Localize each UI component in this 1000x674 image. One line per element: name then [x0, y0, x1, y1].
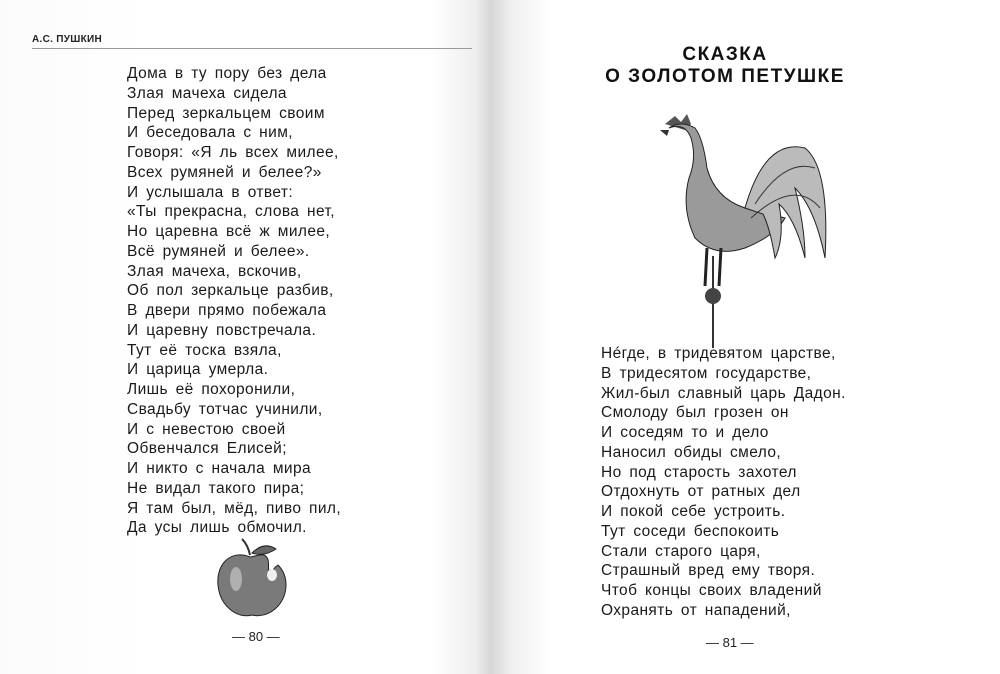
verse-line: Перед зеркальцем своим [127, 104, 325, 122]
verse-line: И царица умерла. [127, 361, 269, 379]
story-title: СКАЗКА [682, 44, 768, 65]
verse-line: Да усы лишь обмочил. [127, 519, 307, 537]
verse-line: Смолоду был грозен он [601, 404, 789, 422]
verse-line: И соседям то и дело [601, 424, 769, 441]
verse-line: И царевну повстречала. [127, 321, 317, 339]
verse-line: Обвенчался Елисей; [127, 440, 287, 458]
right-page [490, 0, 1000, 674]
rooster-illustration [655, 108, 835, 348]
verse-line: Но царевна всё ж милее, [127, 223, 331, 240]
page-number-left: — 80 — [232, 629, 280, 644]
verse-line: «Ты прекрасна, слова нет, [127, 203, 335, 221]
verse-line: В двери прямо побежала [127, 302, 327, 319]
verse-line: Отдохнуть от ратных дел [601, 483, 801, 501]
verse-line: Свадьбу тотчас учинили, [127, 400, 323, 418]
verse-line: В тридесятом государстве, [601, 364, 812, 382]
verse-line: Дома в ту пору без дела [127, 65, 327, 82]
verse-line: Нéгде, в тридевятом царстве, [601, 345, 836, 362]
verse-line: Не видал такого пира; [127, 479, 305, 497]
running-head: А.С. ПУШКИН [32, 34, 103, 45]
verse-line: Злая мачеха, вскочив, [127, 262, 302, 280]
poem-text-right [601, 344, 846, 621]
story-subtitle: О ЗОЛОТОМ ПЕТУШКЕ [605, 66, 845, 87]
verse-line: И покой себе устроить. [601, 503, 786, 520]
verse-line: Об пол зеркальце разбив, [127, 282, 334, 300]
verse-line: И с невестою своей [127, 420, 286, 438]
verse-line: Наносил обиды смело, [601, 443, 782, 461]
header-rule [32, 48, 472, 49]
verse-line: Всё румяней и белее». [127, 242, 310, 260]
verse-line: И беседовала с ним, [127, 124, 293, 142]
verse-line: Страшный вред ему творя. [601, 562, 816, 580]
verse-line: Чтоб концы своих владений [601, 582, 822, 599]
verse-line: И никто с начала мира [127, 460, 311, 477]
verse-line: Тут её тоска взяла, [127, 341, 282, 359]
verse-line: Лишь её похоронили, [127, 381, 296, 398]
verse-line: Тут соседи беспокоить [601, 522, 780, 540]
left-page [0, 0, 490, 674]
verse-line: Но под старость захотел [601, 463, 797, 481]
verse-line: Злая мачеха сидела [127, 84, 287, 102]
page-number-right: — 81 — [706, 635, 754, 650]
verse-line: И услышала в ответ: [127, 183, 294, 201]
verse-line: Я там был, мёд, пиво пил, [127, 499, 342, 517]
apple-illustration [212, 535, 292, 620]
verse-line: Всех румяней и белее?» [127, 163, 322, 181]
verse-line: Охранять от нападений, [601, 601, 791, 619]
poem-text-left [127, 64, 341, 538]
verse-line: Стали старого царя, [601, 542, 761, 560]
verse-line: Жил-был славный царь Дадон. [601, 384, 846, 402]
verse-line: Говоря: «Я ль всех милее, [127, 144, 339, 161]
